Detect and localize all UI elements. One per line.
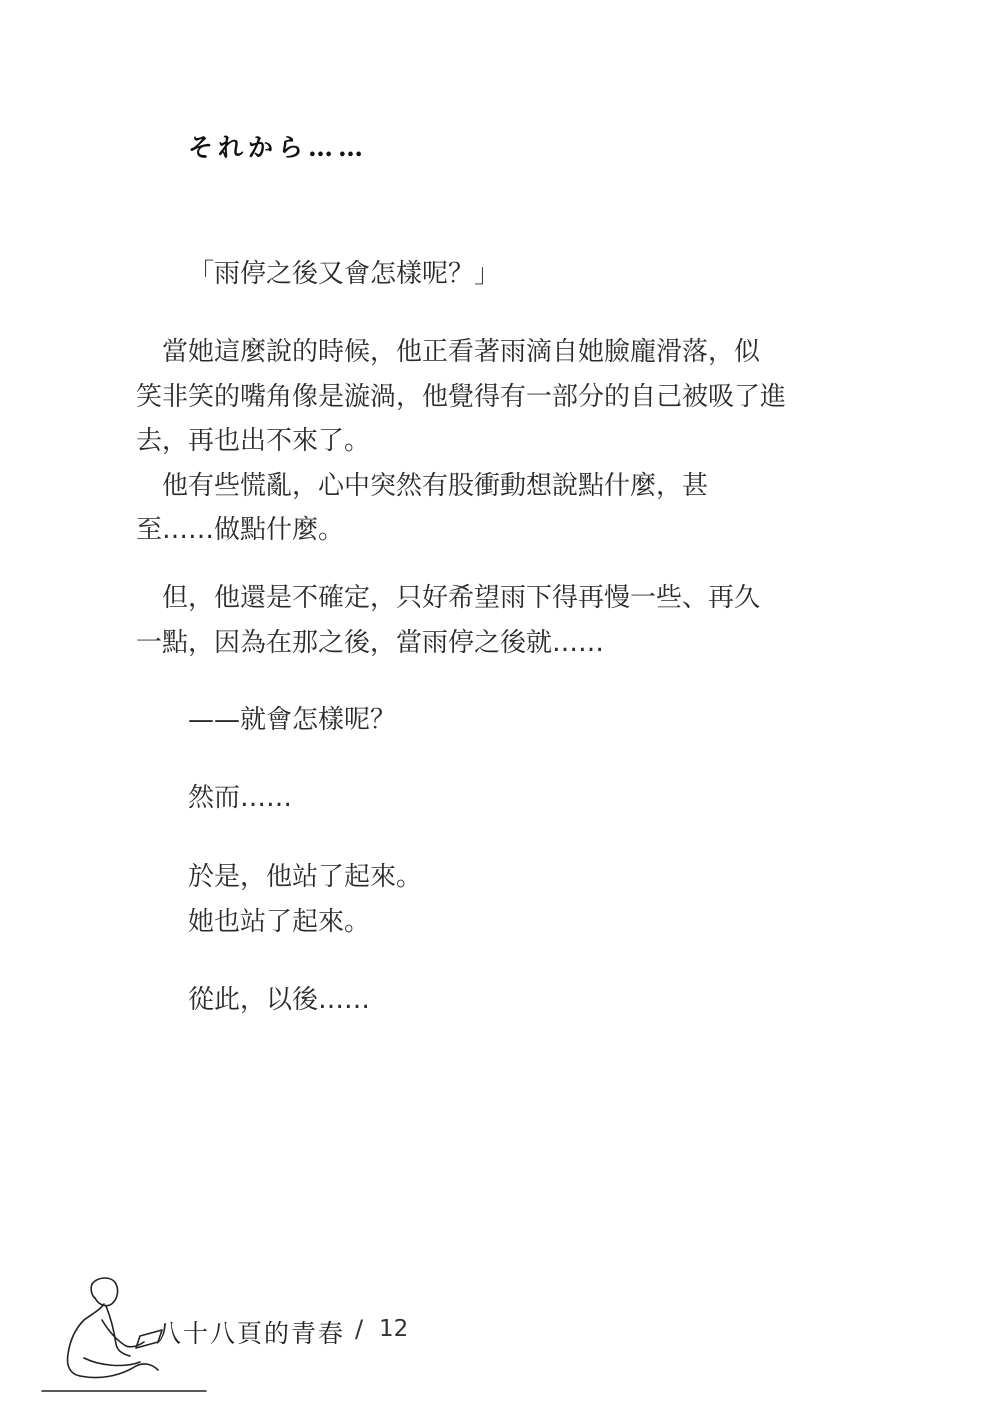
section-heading: それから…… bbox=[188, 133, 369, 162]
paragraph-4 bbox=[188, 698, 396, 743]
text-line: 「雨停之後又會怎樣呢？」 bbox=[188, 259, 501, 289]
text-line: 笑非笑的嘴角像是漩渦，他覺得有一部分的自己被吸了進 bbox=[136, 381, 787, 412]
paragraph-7 bbox=[188, 978, 370, 1023]
text-line: 當她這麼說的時候，他正看著雨滴自她臉龐滑落，似 bbox=[136, 337, 761, 367]
paragraph-2 bbox=[136, 330, 786, 553]
text-line: 但，他還是不確定，只好希望雨下得再慢一些、再久 bbox=[136, 583, 761, 613]
page-number: 12 bbox=[379, 1316, 409, 1342]
text-line: 一點，因為在那之後，當雨停之後就…… bbox=[136, 627, 605, 658]
paragraph-3 bbox=[136, 576, 760, 665]
paragraph-5 bbox=[188, 776, 292, 821]
text-line: 她也站了起來。 bbox=[188, 906, 371, 937]
text-line: ——就會怎樣呢？ bbox=[188, 705, 397, 735]
text-line: 他有些慌亂，心中突然有股衝動想說點什麼，甚 bbox=[136, 470, 709, 501]
paragraph-6 bbox=[188, 855, 422, 944]
footer-separator: / bbox=[355, 1315, 364, 1343]
text-line: 於是，他站了起來。 bbox=[188, 862, 423, 892]
book-title: 八十八頁的青春 bbox=[156, 1319, 346, 1348]
paragraph-1 bbox=[188, 252, 500, 297]
text-line: 從此，以後…… bbox=[188, 985, 371, 1015]
text-line: 然而…… bbox=[188, 783, 293, 813]
text-line: 去，再也出不來了。 bbox=[136, 426, 371, 456]
text-line: 至……做點什麼。 bbox=[136, 515, 345, 545]
